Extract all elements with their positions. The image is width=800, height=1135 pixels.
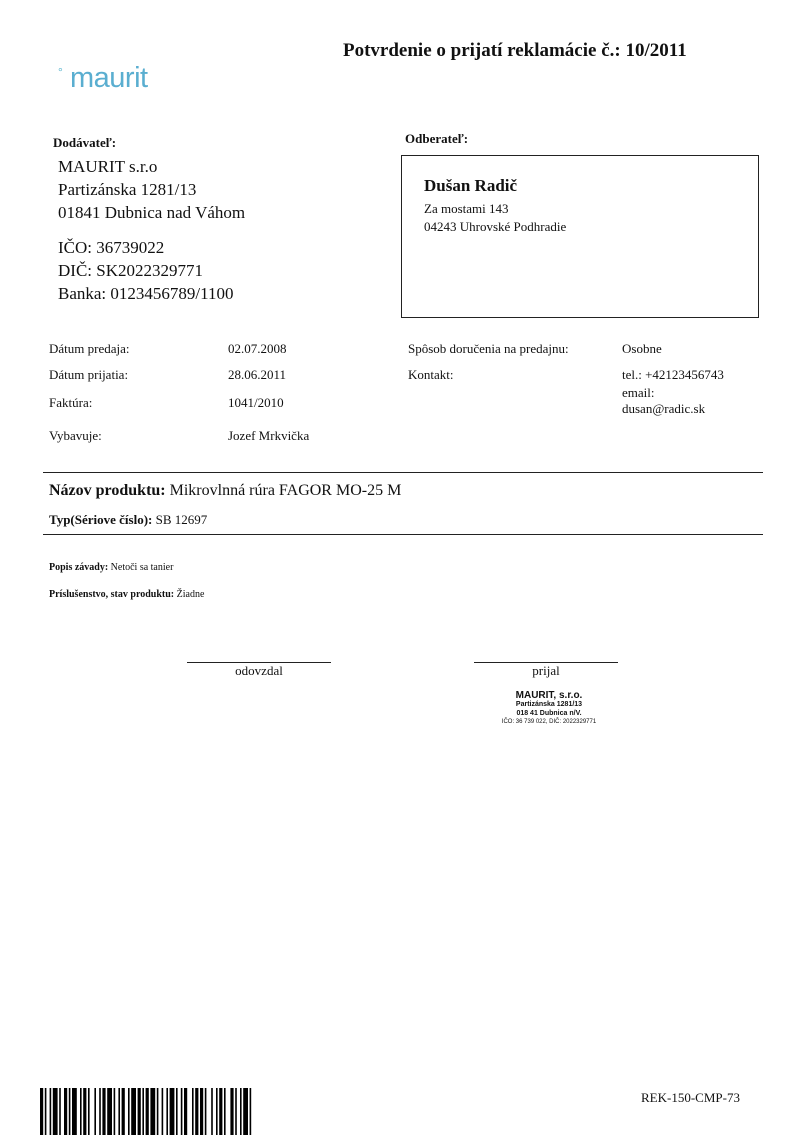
supplier-label: Dodávateľ: bbox=[53, 135, 117, 150]
stamp-street: Partizánska 1281/13 bbox=[515, 701, 583, 708]
handler-value: Jozef Mrkvička bbox=[228, 428, 310, 443]
logo-swirl-icon: ° bbox=[58, 65, 63, 79]
document-title: Potvrdenie o prijatí reklamácie č.: 10/2011 bbox=[343, 40, 687, 61]
contact-email: dusan@radic.sk bbox=[622, 401, 706, 416]
accessories-label: Príslušenstvo, stav produktu: bbox=[49, 589, 175, 600]
signature-label-received: prijal bbox=[532, 663, 560, 678]
contact-label: Kontakt: bbox=[408, 367, 454, 382]
signature-label-handed-over: odovzdal bbox=[235, 663, 283, 678]
logo-text: maurit bbox=[70, 62, 148, 94]
supplier-street: Partizánska 1281/13 bbox=[58, 180, 197, 199]
delivery-value: Osobne bbox=[622, 341, 662, 356]
supplier-bank: Banka: 0123456789/1100 bbox=[58, 284, 234, 303]
accessories-value: Žiadne bbox=[176, 589, 205, 600]
customer-box bbox=[401, 155, 759, 318]
handler-label: Vybavuje: bbox=[49, 428, 102, 443]
invoice-value: 1041/2010 bbox=[228, 395, 284, 410]
receipt-date-value: 28.06.2011 bbox=[228, 367, 287, 382]
supplier-ico: IČO: 36739022 bbox=[58, 238, 165, 257]
accessories-line bbox=[49, 589, 204, 600]
stamp-company: MAURIT, s.r.o. bbox=[515, 690, 583, 701]
serial-value: SB 12697 bbox=[155, 512, 208, 527]
defect-label: Popis závady: bbox=[49, 562, 109, 573]
product-name-line bbox=[49, 482, 401, 500]
stamp-city: 018 41 Dubnica n/V. bbox=[516, 710, 582, 717]
divider-top bbox=[43, 472, 763, 473]
barcode-icon bbox=[40, 1088, 326, 1135]
product-name-value: Mikrovlnná rúra FAGOR MO-25 M bbox=[169, 482, 402, 499]
customer-name: Dušan Radič bbox=[424, 176, 518, 195]
customer-street: Za mostami 143 bbox=[424, 201, 509, 216]
receipt-date-label: Dátum prijatia: bbox=[49, 367, 129, 382]
document-id: REK-150-CMP-73 bbox=[641, 1090, 740, 1105]
customer-address bbox=[424, 200, 566, 236]
company-stamp bbox=[474, 691, 624, 727]
defect-value: Netoči sa tanier bbox=[110, 562, 174, 573]
contact-phone: tel.: +42123456743 bbox=[622, 367, 724, 382]
supplier-block bbox=[58, 155, 245, 305]
maurit-logo bbox=[58, 62, 178, 104]
customer-city: 04243 Uhrovské Podhradie bbox=[424, 219, 567, 234]
contact-email-label: email: bbox=[622, 385, 655, 400]
sale-date-value: 02.07.2008 bbox=[228, 341, 287, 356]
product-name-label: Názov produktu: bbox=[49, 482, 166, 499]
invoice-label: Faktúra: bbox=[49, 395, 93, 410]
supplier-name: MAURIT s.r.o bbox=[58, 157, 158, 176]
supplier-dic: DIČ: SK2022329771 bbox=[58, 261, 203, 280]
sale-date-label: Dátum predaja: bbox=[49, 341, 130, 356]
supplier-city: 01841 Dubnica nad Váhom bbox=[58, 203, 246, 222]
serial-line bbox=[49, 512, 207, 528]
defect-line bbox=[49, 562, 173, 573]
customer-label: Odberateľ: bbox=[405, 131, 469, 146]
delivery-label: Spôsob doručenia na predajnu: bbox=[408, 341, 569, 356]
stamp-ids: IČO: 36 739 022, DIČ: 2022329771 bbox=[501, 719, 597, 725]
divider-bottom bbox=[43, 534, 763, 535]
serial-label: Typ(Sériove číslo): bbox=[49, 512, 153, 527]
